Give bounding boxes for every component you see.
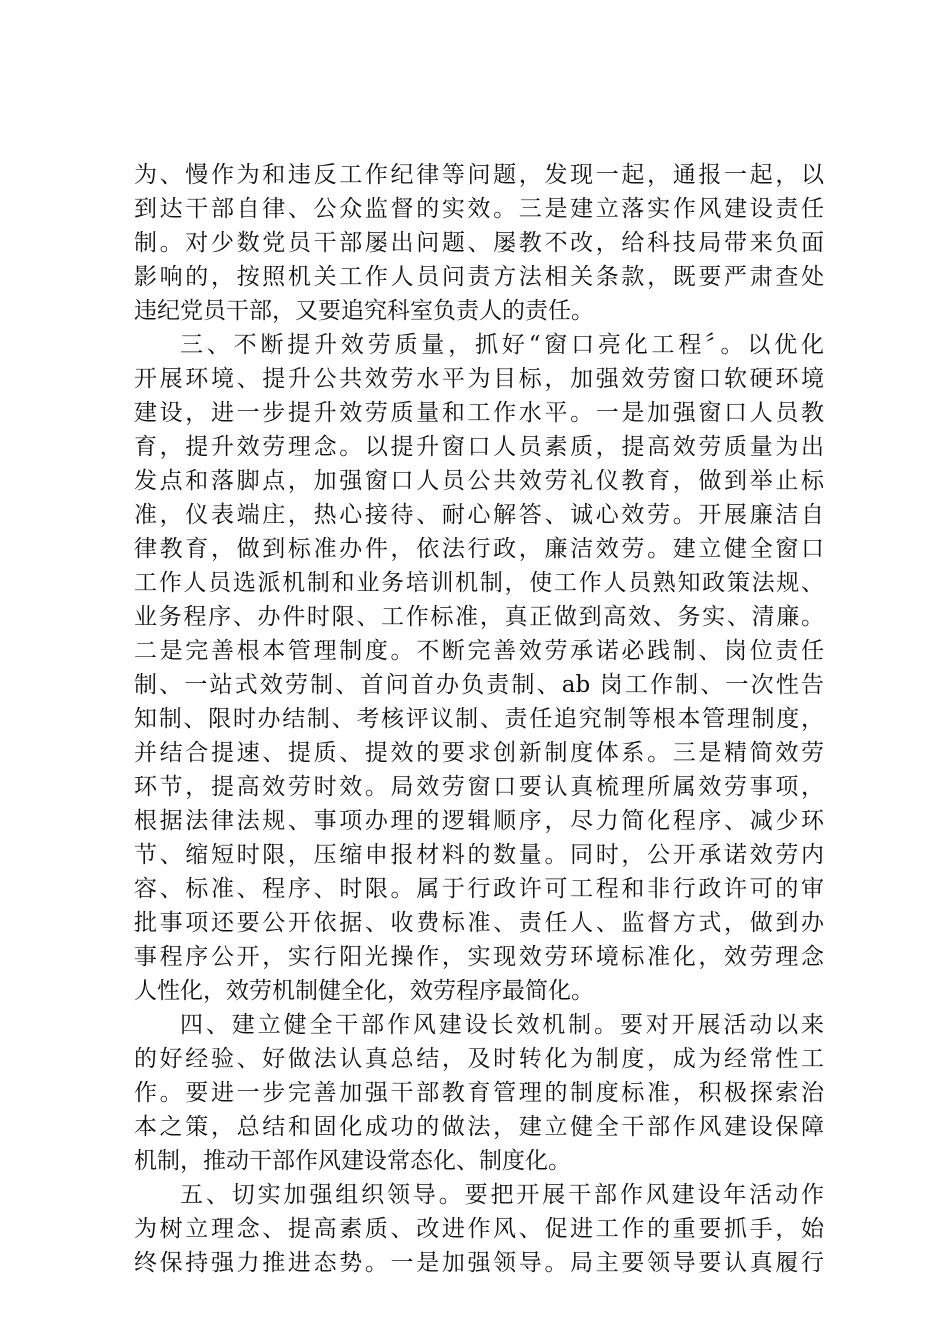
text-line: 开展环境、提升公共效劳水平为目标，加强效劳窗口软硬环境 (134, 366, 824, 392)
text-line: 业务程序、办件时限、工作标准，真正做到高效、务实、清廉。 (134, 604, 824, 630)
text-line: 根据法律法规、事项办理的逻辑顺序，尽力简化程序、减少环 (134, 808, 824, 834)
text-line: 制。对少数党员干部屡出问题、屡教不改，给科技局带来负面 (134, 230, 824, 256)
text-line: 机制，推动干部作风建设常态化、制度化。 (134, 1148, 571, 1174)
text-line: 的好经验、好做法认真总结，及时转化为制度，成为经常性工 (134, 1046, 824, 1072)
paragraph-heading-line: 三、不断提升效劳质量，抓好“窗口亮化工程〞。以优化 (180, 332, 824, 358)
document-body (134, 158, 824, 1280)
text-line: 准，仪表端庄，热心接待、耐心解答、诚心效劳。开展廉洁自 (134, 502, 824, 528)
text-line: 终保持强力推进态势。一是加强领导。局主要领导要认真履行 (134, 1250, 824, 1276)
text-line: 制、一站式效劳制、首问首办负责制、ab 岗工作制、一次性告 (134, 672, 824, 698)
paragraph-heading-line: 四、建立健全干部作风建设长效机制。要对开展活动以来 (180, 1012, 824, 1038)
text-line: 为、慢作为和违反工作纪律等问题，发现一起，通报一起，以 (134, 162, 824, 188)
text-line: 工作人员选派机制和业务培训机制，使工作人员熟知政策法规、 (134, 570, 824, 596)
text-line: 环节，提高效劳时效。局效劳窗口要认真梳理所属效劳事项， (134, 774, 824, 800)
text-line: 为树立理念、提高素质、改进作风、促进工作的重要抓手，始 (134, 1216, 824, 1242)
text-line: 育，提升效劳理念。以提升窗口人员素质，提高效劳质量为出 (134, 434, 824, 460)
text-line: 事程序公开，实行阳光操作，实现效劳环境标准化，效劳理念 (134, 944, 824, 970)
text-line: 律教育，做到标准办件，依法行政，廉洁效劳。建立健全窗口 (134, 536, 824, 562)
text-line: 容、标准、程序、时限。属于行政许可工程和非行政许可的审 (134, 876, 824, 902)
text-line: 作。要进一步完善加强干部教育管理的制度标准，积极探索治 (134, 1080, 824, 1106)
text-line: 违纪党员干部，又要追究科室负责人的责任。 (134, 298, 594, 324)
text-line: 人性化，效劳机制健全化，效劳程序最简化。 (134, 978, 594, 1004)
text-line: 建设，进一步提升效劳质量和工作水平。一是加强窗口人员教 (134, 400, 824, 426)
paragraph-heading-line: 五、切实加强组织领导。要把开展干部作风建设年活动作 (180, 1182, 824, 1208)
text-line: 节、缩短时限，压缩申报材料的数量。同时，公开承诺效劳内 (134, 842, 824, 868)
text-line: 批事项还要公开依据、收费标准、责任人、监督方式，做到办 (134, 910, 824, 936)
text-line: 二是完善根本管理制度。不断完善效劳承诺必践制、岗位责任 (134, 638, 824, 664)
text-line: 知制、限时办结制、考核评议制、责任追究制等根本管理制度， (134, 706, 824, 732)
text-line: 到达干部自律、公众监督的实效。三是建立落实作风建设责任 (134, 196, 824, 222)
text-line: 本之策，总结和固化成功的做法，建立健全干部作风建设保障 (134, 1114, 824, 1140)
text-line: 并结合提速、提质、提效的要求创新制度体系。三是精简效劳 (134, 740, 824, 766)
text-line: 影响的，按照机关工作人员问责方法相关条款，既要严肃查处 (134, 264, 824, 290)
text-line: 发点和落脚点，加强窗口人员公共效劳礼仪教育，做到举止标 (134, 468, 824, 494)
